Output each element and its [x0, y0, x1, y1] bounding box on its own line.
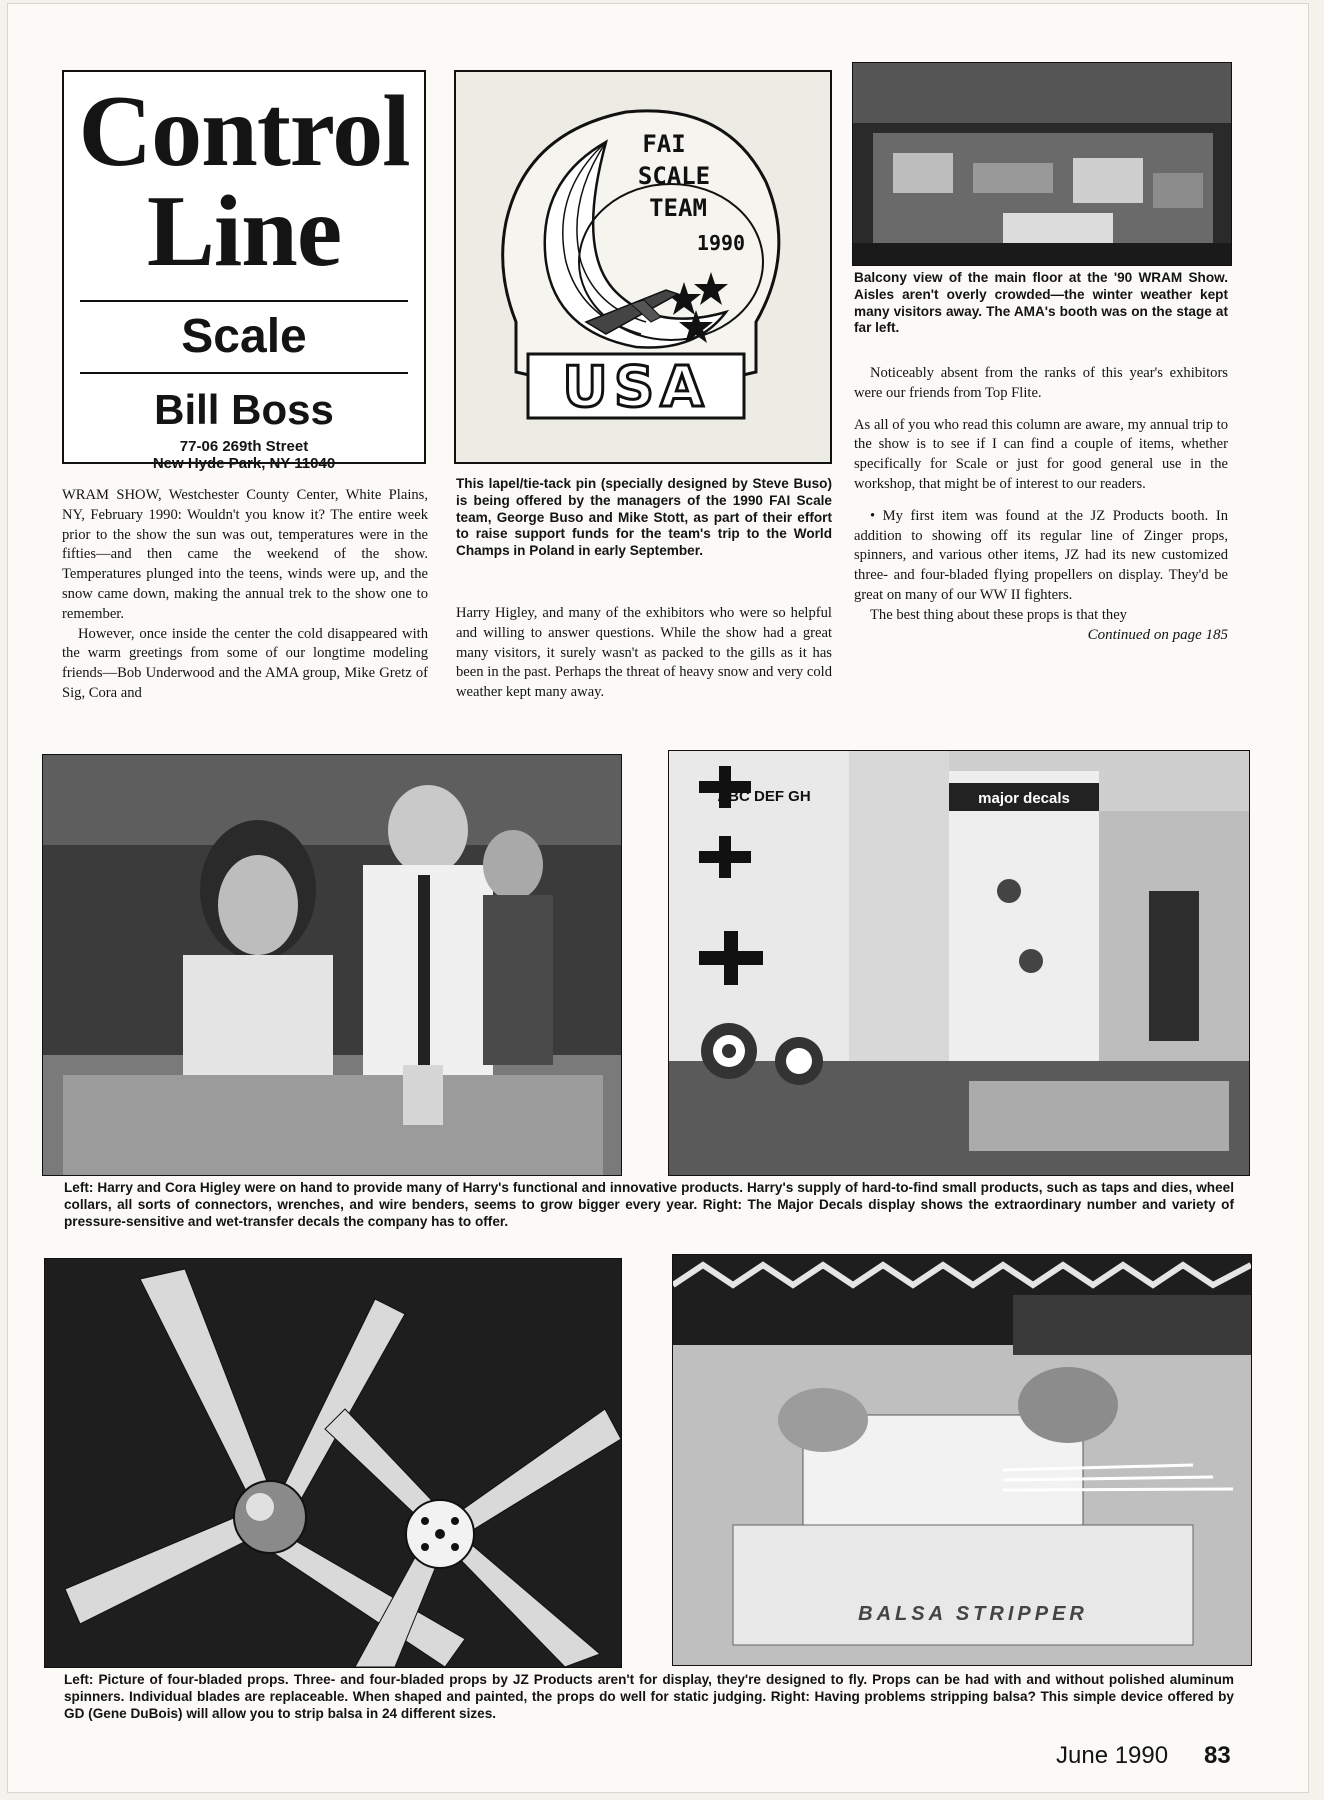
author-name: Bill Boss [154, 386, 334, 433]
author-address-line1: 77-06 269th Street [179, 438, 309, 455]
props-photo-art [45, 1259, 621, 1667]
higley-booth-photo [42, 754, 622, 1176]
logo-line3: TEAM [649, 194, 707, 222]
author-address-line2: New Hyde Park, NY 11040 [152, 455, 336, 472]
section-name: Scale [181, 310, 307, 363]
article-paragraph: As all of you who read this column are aware, my annual trip to the show is to see if I can find a couple of items, whether specifically for Scale or just for good general use in the workshop, that might be of interest to our readers. [854, 416, 1228, 492]
decals-letters-text: ABC DEF GH [717, 788, 811, 805]
article-column-2 [456, 604, 832, 703]
logo-year: 1990 [696, 231, 746, 255]
balcony-photo [852, 62, 1232, 266]
header-divider [80, 372, 408, 374]
four-bladed-props-photo [44, 1258, 622, 1668]
article-column-3 [854, 364, 1228, 645]
article-column-1 [62, 486, 428, 704]
logo-line2: SCALE [637, 162, 711, 190]
decals-sign-text: major decals [978, 790, 1070, 807]
page-number: 83 [1204, 1742, 1231, 1769]
higley-booth-photo-art [43, 755, 621, 1175]
issue-date: June 1990 [1056, 1742, 1169, 1769]
logo-country: USA [562, 355, 710, 420]
column-title [64, 75, 424, 288]
column-title-line2: Line [146, 175, 342, 288]
balcony-caption: Balcony view of the main floor at the '90 WRAM Show. Aisles aren't overly crowded—the winter weather kept many visitors away. The AMA's booth was on the stage at far left. [854, 270, 1228, 336]
logo-line1: FAI [642, 130, 686, 158]
article-paragraph: The best thing about these props is that they [870, 606, 1127, 623]
article-paragraph: WRAM SHOW, Westchester County Center, White Plains, NY, February 1990: Wouldn't you know it? The entire week prior to the show the sun was out, temperatures were in the fifties—and then came the weekend of the show. Temperatures plunged into the teens, winds were up, and the snow came down, making the annual trek to the show one to remember. [62, 487, 428, 622]
article-paragraph: Noticeably absent from the ranks of this year's exhibitors were our friends from Top Flite. [854, 365, 1228, 401]
fai-pin-logo [456, 72, 830, 462]
balsa-stripper-photo-art [673, 1255, 1251, 1665]
fai-pin-illustration [454, 70, 832, 464]
article-paragraph: However, once inside the center the cold disappeared with the warm greetings from some of our longtime modeling friends—Bob Underwood and the AMA group, Mike Gretz of Sig, Cora and [62, 625, 428, 701]
magazine-page [8, 4, 1308, 1792]
column-title-line1: Control [78, 75, 410, 188]
major-decals-photo-art [669, 751, 1249, 1175]
article-paragraph: Harry Higley, and many of the exhibitors who were so helpful and willing to answer questions. While the show had a great many visitors, it surely wasn't as packed to the gills as it has been in the past. Perhaps the threat of heavy snow and very cold weather kept many away. [456, 605, 832, 701]
balsa-stripper-photo [672, 1254, 1252, 1666]
continued-note: Continued on page 185 [1087, 626, 1228, 643]
balcony-photo-art [853, 63, 1231, 265]
logo-caption: This lapel/tie-tack pin (specially designed by Steve Buso) is being offered by the managers of the 1990 FAI Scale team, George Buso and Mike Stott, as part of their effort to raise support funds for the team's trip to the World Champs in Poland in early September. [456, 476, 832, 559]
props-balsa-caption: Left: Picture of four-bladed props. Three- and four-bladed props by JZ Products aren't for display, they're designed to fly. Props can be had with and without polished aluminum spinners. Individual blades are replaceable. When shaped and painted, the props do well for static judging. Right: Having problems stripping balsa? This simple device offered by GD (Gene DuBois) will allow you to strip balsa in 24 different sizes. [64, 1672, 1234, 1721]
major-decals-photo [668, 750, 1250, 1176]
balsa-label-text: BALSA STRIPPER [858, 1603, 1088, 1625]
column-header [62, 70, 426, 472]
article-paragraph: • My first item was found at the JZ Products booth. In addition to showing off its regular line of Zinger props, spinners, and various other items, JZ had its new customized three- and four-bladed flying propellers on display. They'd be great on many of our WW II fighters. [854, 507, 1228, 603]
higley-decals-caption: Left: Harry and Cora Higley were on hand to provide many of Harry's functional and innovative products. Harry's supply of hard-to-find small products, such as taps and dies, wheel collars, all sorts of connectors, wrenches, and wire benders, seems to grow bigger every year. Right: The Major Decals display shows the extraordinary number and variety of pressure-sensitive and wet-transfer decals the company has to offer. [64, 1180, 1234, 1229]
